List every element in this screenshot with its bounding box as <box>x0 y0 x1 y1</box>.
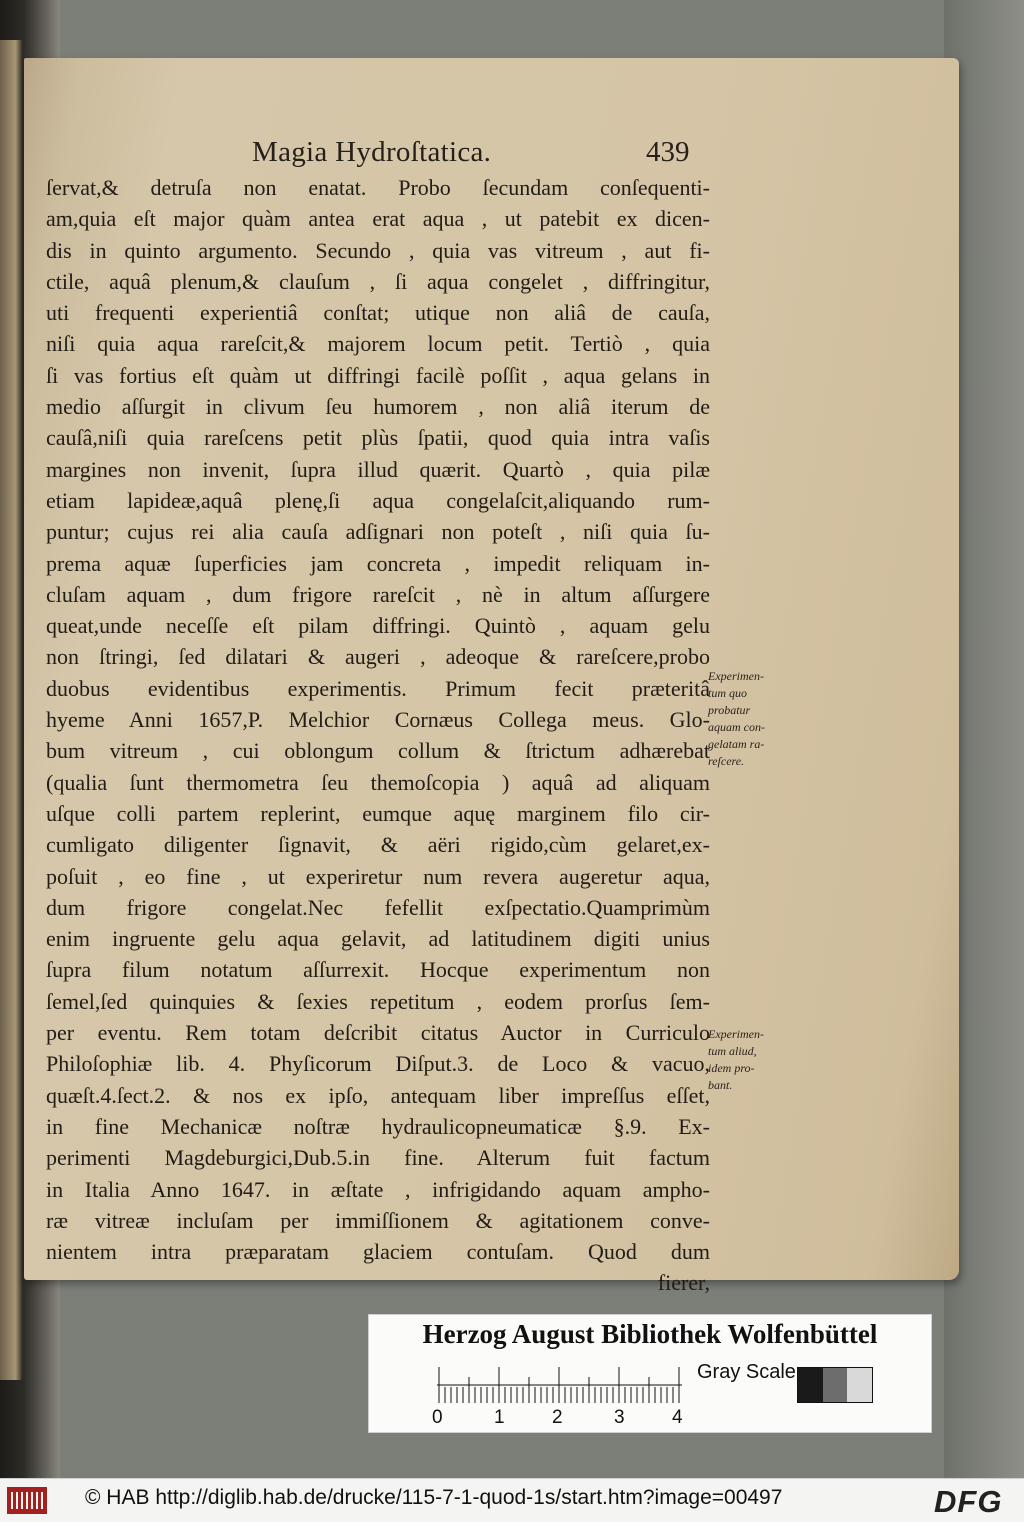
hab-logo-icon <box>7 1487 47 1514</box>
marginal-note: Experimen- tum aliud, idem pro- bant. <box>708 1027 764 1092</box>
text-line: margines non invenit, ſupra illud quærit. Quartò , quia pilæ <box>46 456 710 482</box>
text-line: duobus evidentibus experimentis. Primum fecit præteritâ <box>46 675 710 701</box>
text-line: dum frigore congelat.Nec fefellit exſpectatio.Quamprimùm <box>46 894 710 920</box>
text-line: ctile, aquâ plenum,& clauſum , ſi aqua congelet , diffringitur, <box>46 268 710 294</box>
text-line: bum vitreum , cui oblongum collum & ſtrictum adhærebat <box>46 738 710 764</box>
text-line: non ſtringi, ſed dilatari & augeri , adeoque & rareſcere,probo <box>46 644 710 670</box>
copyright-url[interactable]: © HAB http://diglib.hab.de/drucke/115-7-1-quod-1s/start.htm?image=00497 <box>85 1486 783 1509</box>
ruler-number: 1 <box>494 1407 505 1428</box>
library-name: Herzog August Bibliothek Wolfenbüttel <box>422 1319 878 1349</box>
color-scale-card <box>368 1314 932 1433</box>
gray-patch-dark <box>798 1368 823 1402</box>
text-line: medio aſſurgit in clivum ſeu humorem , non aliâ iterum de <box>46 394 710 420</box>
text-line: prema aquæ ſuperficies jam concreta , impedit reliquam in- <box>46 550 710 576</box>
text-line: cluſam aquam , dum frigore rareſcit , nè in altum aſſurgere <box>46 581 710 607</box>
text-line: cauſâ,niſi quia rareſcens petit plùs ſpatii, quod quia intra vaſis <box>46 425 710 451</box>
text-line: niſi quia aqua rareſcit,& majorem locum petit. Tertiò , quia <box>46 331 710 357</box>
viewer-footer <box>0 1478 1024 1522</box>
text-line: uti frequenti experientiâ conſtat; utique non aliâ de cauſa, <box>46 300 710 326</box>
dfg-logo: DFG <box>934 1484 1003 1519</box>
text-line: ſupra filum notatum aſſurrexit. Hocque experimentum non <box>46 957 710 983</box>
ruler-number: 0 <box>432 1407 443 1428</box>
page-body-text <box>46 172 710 1299</box>
text-line: puntur; cujus rei alia cauſa adſignari non poteſt , niſi quia ſu- <box>46 519 710 545</box>
ruler-number: 2 <box>552 1407 563 1428</box>
ruler-number: 3 <box>614 1407 625 1428</box>
page-number: 439 <box>646 136 690 168</box>
text-line: in Italia Anno 1647. in æſtate , infrigidando aquam ampho- <box>46 1176 710 1202</box>
text-line: Philoſophiæ lib. 4. Phyſicorum Diſput.3. de Loco & vacuo, <box>46 1051 710 1077</box>
text-line: ſemel,ſed quinquies & ſexies repetitum , eodem prorſus ſem- <box>46 988 710 1014</box>
text-line: am,quia eſt major quàm antea erat aqua , ut patebit ex dicen- <box>46 206 710 232</box>
text-line: ſervat,& detruſa non enatat. Probo ſecundam conſequenti- <box>46 175 710 200</box>
text-line: hyeme Anni 1657,P. Melchior Cornæus Collega meus. Glo- <box>46 707 710 733</box>
text-line: cumligato diligenter ſignavit, & aëri rigido,cùm gelaret,ex- <box>46 832 710 858</box>
text-line: quæſt.4.ſect.2. & nos ex ipſo, antequam liber impreſſus eſſet, <box>46 1082 710 1108</box>
text-line: per eventu. Rem totam deſcribit citatus Auctor in Curriculo <box>46 1020 710 1046</box>
text-line: ræ vitreæ incluſam per immiſſionem & agitationem conve- <box>46 1207 710 1233</box>
text-line: uſque colli partem replerint, eumque aquę marginem filo cir- <box>46 800 710 826</box>
text-line: enim ingruente gelu aqua gelavit, ad latitudinem digiti unius <box>46 926 710 952</box>
text-line: etiam lapideæ,aquâ plenę,ſi aqua congelaſcit,aliquando rum- <box>46 487 710 513</box>
text-line: (qualia ſunt thermometra ſeu themoſcopia ) aquâ ad aliquam <box>46 769 710 795</box>
gray-patch-mid <box>823 1368 848 1402</box>
text-line: ſi vas fortius eſt quàm ut diffringi facilè poſſit , aqua gelans in <box>46 362 710 388</box>
gray-scale-swatch <box>797 1367 873 1403</box>
text-line: nientem intra præparatam glaciem contuſam. Quod dum <box>46 1239 710 1265</box>
text-line: poſuit , eo fine , ut experiretur num revera augeretur aqua, <box>46 863 710 889</box>
marginal-note: Experimen- tum quo probatur aquam con- gelatam ra- reſcere. <box>708 669 765 768</box>
ruler-number: 4 <box>672 1407 683 1428</box>
gray-scale-label: Gray Scale <box>697 1361 796 1383</box>
running-header-title: Magia Hydroſtatica. <box>252 136 492 168</box>
text-line: perimenti Magdeburgici,Dub.5.in fine. Alterum fuit factum <box>46 1145 710 1171</box>
previous-page-edge <box>0 40 22 1380</box>
catchword: fierer, <box>657 1270 710 1296</box>
text-line: queat,unde neceſſe eſt pilam diffringi. Quintò , aquam gelu <box>46 613 710 639</box>
gray-patch-light <box>847 1368 872 1402</box>
text-line: in fine Mechanicæ noſtræ hydraulicopneumaticæ §.9. Ex- <box>46 1113 710 1139</box>
text-line: dis in quinto argumento. Secundo , quia vas vitreum , aut fi- <box>46 237 710 263</box>
centimeter-ruler <box>437 1365 682 1403</box>
